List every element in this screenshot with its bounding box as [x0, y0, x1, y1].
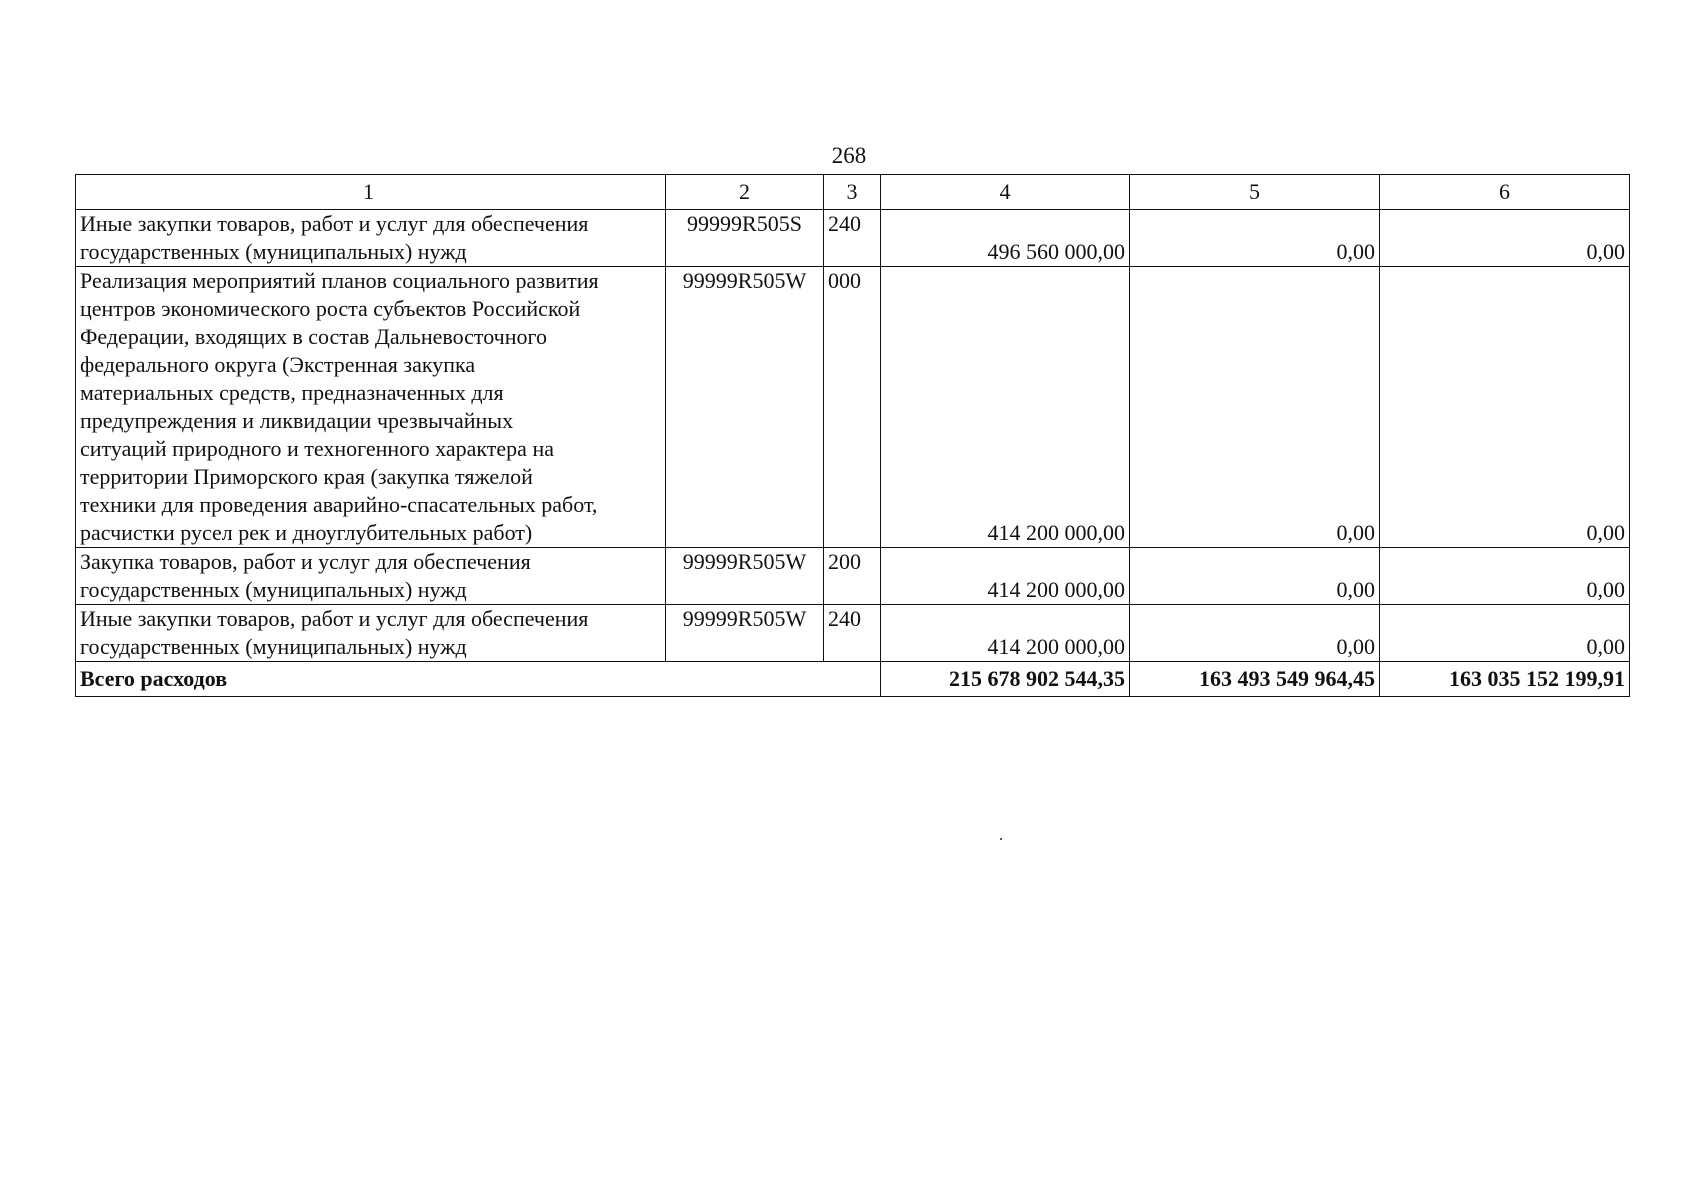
amount-column-6: 0,00 — [1380, 548, 1630, 605]
amount-column-6: 0,00 — [1380, 267, 1630, 548]
expense-type-code: 240 — [824, 210, 881, 267]
description-line: Иные закупки товаров, работ и услуг для обеспечения — [80, 211, 589, 236]
row-description — [76, 267, 666, 548]
description-line: техники для проведения аварийно-спасательных работ, — [80, 492, 598, 517]
column-header-6: 6 — [1380, 175, 1630, 210]
amount-column-4: 414 200 000,00 — [881, 605, 1130, 662]
description-line: Иные закупки товаров, работ и услуг для обеспечения — [80, 606, 589, 631]
total-row — [76, 662, 1630, 697]
total-amount-column-4: 215 678 902 544,35 — [881, 662, 1130, 697]
description-line: центров экономического роста субъектов Российской — [80, 296, 581, 321]
target-article-code: 99999R505W — [666, 605, 824, 662]
column-header-2: 2 — [666, 175, 824, 210]
description-line: Закупка товаров, работ и услуг для обеспечения — [80, 549, 531, 574]
description-line: предупреждения и ликвидации чрезвычайных — [80, 408, 514, 433]
total-amount-column-5: 163 493 549 964,45 — [1130, 662, 1380, 697]
column-header-1: 1 — [76, 175, 666, 210]
amount-column-4: 414 200 000,00 — [881, 548, 1130, 605]
description-line: государственных (муниципальных) нужд — [80, 239, 467, 264]
total-label: Всего расходов — [76, 662, 881, 697]
table-row — [76, 548, 1630, 605]
budget-table — [75, 174, 1630, 697]
target-article-code: 99999R505W — [666, 548, 824, 605]
amount-column-5: 0,00 — [1130, 210, 1380, 267]
amount-column-5: 0,00 — [1130, 267, 1380, 548]
description-line: Федерации, входящих в состав Дальневосточного — [80, 324, 547, 349]
description-line: расчистки русел рек и дноуглубительных работ) — [80, 520, 533, 545]
amount-column-4: 496 560 000,00 — [881, 210, 1130, 267]
description-line: федерального округа (Экстренная закупка — [80, 352, 476, 377]
column-header-5: 5 — [1130, 175, 1380, 210]
target-article-code: 99999R505W — [666, 267, 824, 548]
amount-column-6: 0,00 — [1380, 210, 1630, 267]
row-description — [76, 605, 666, 662]
description-line: ситуаций природного и техногенного характера на — [80, 436, 554, 461]
row-description — [76, 548, 666, 605]
amount-column-5: 0,00 — [1130, 605, 1380, 662]
description-line: территории Приморского края (закупка тяжелой — [80, 464, 533, 489]
scan-speck — [1000, 838, 1002, 840]
target-article-code: 99999R505S — [666, 210, 824, 267]
amount-column-6: 0,00 — [1380, 605, 1630, 662]
column-header-3: 3 — [824, 175, 881, 210]
column-header-4: 4 — [881, 175, 1130, 210]
expense-type-code: 240 — [824, 605, 881, 662]
expense-type-code: 000 — [824, 267, 881, 548]
description-line: материальных средств, предназначенных для — [80, 380, 504, 405]
page-number: 268 — [831, 143, 867, 168]
expense-type-code: 200 — [824, 548, 881, 605]
amount-column-5: 0,00 — [1130, 548, 1380, 605]
table-row — [76, 210, 1630, 267]
description-line: государственных (муниципальных) нужд — [80, 577, 467, 602]
table-header-row — [76, 175, 1630, 210]
description-line: государственных (муниципальных) нужд — [80, 634, 467, 659]
amount-column-4: 414 200 000,00 — [881, 267, 1130, 548]
table-row — [76, 605, 1630, 662]
total-amount-column-6: 163 035 152 199,91 — [1380, 662, 1630, 697]
row-description — [76, 210, 666, 267]
description-line: Реализация мероприятий планов социального развития — [80, 268, 599, 293]
table-row — [76, 267, 1630, 548]
